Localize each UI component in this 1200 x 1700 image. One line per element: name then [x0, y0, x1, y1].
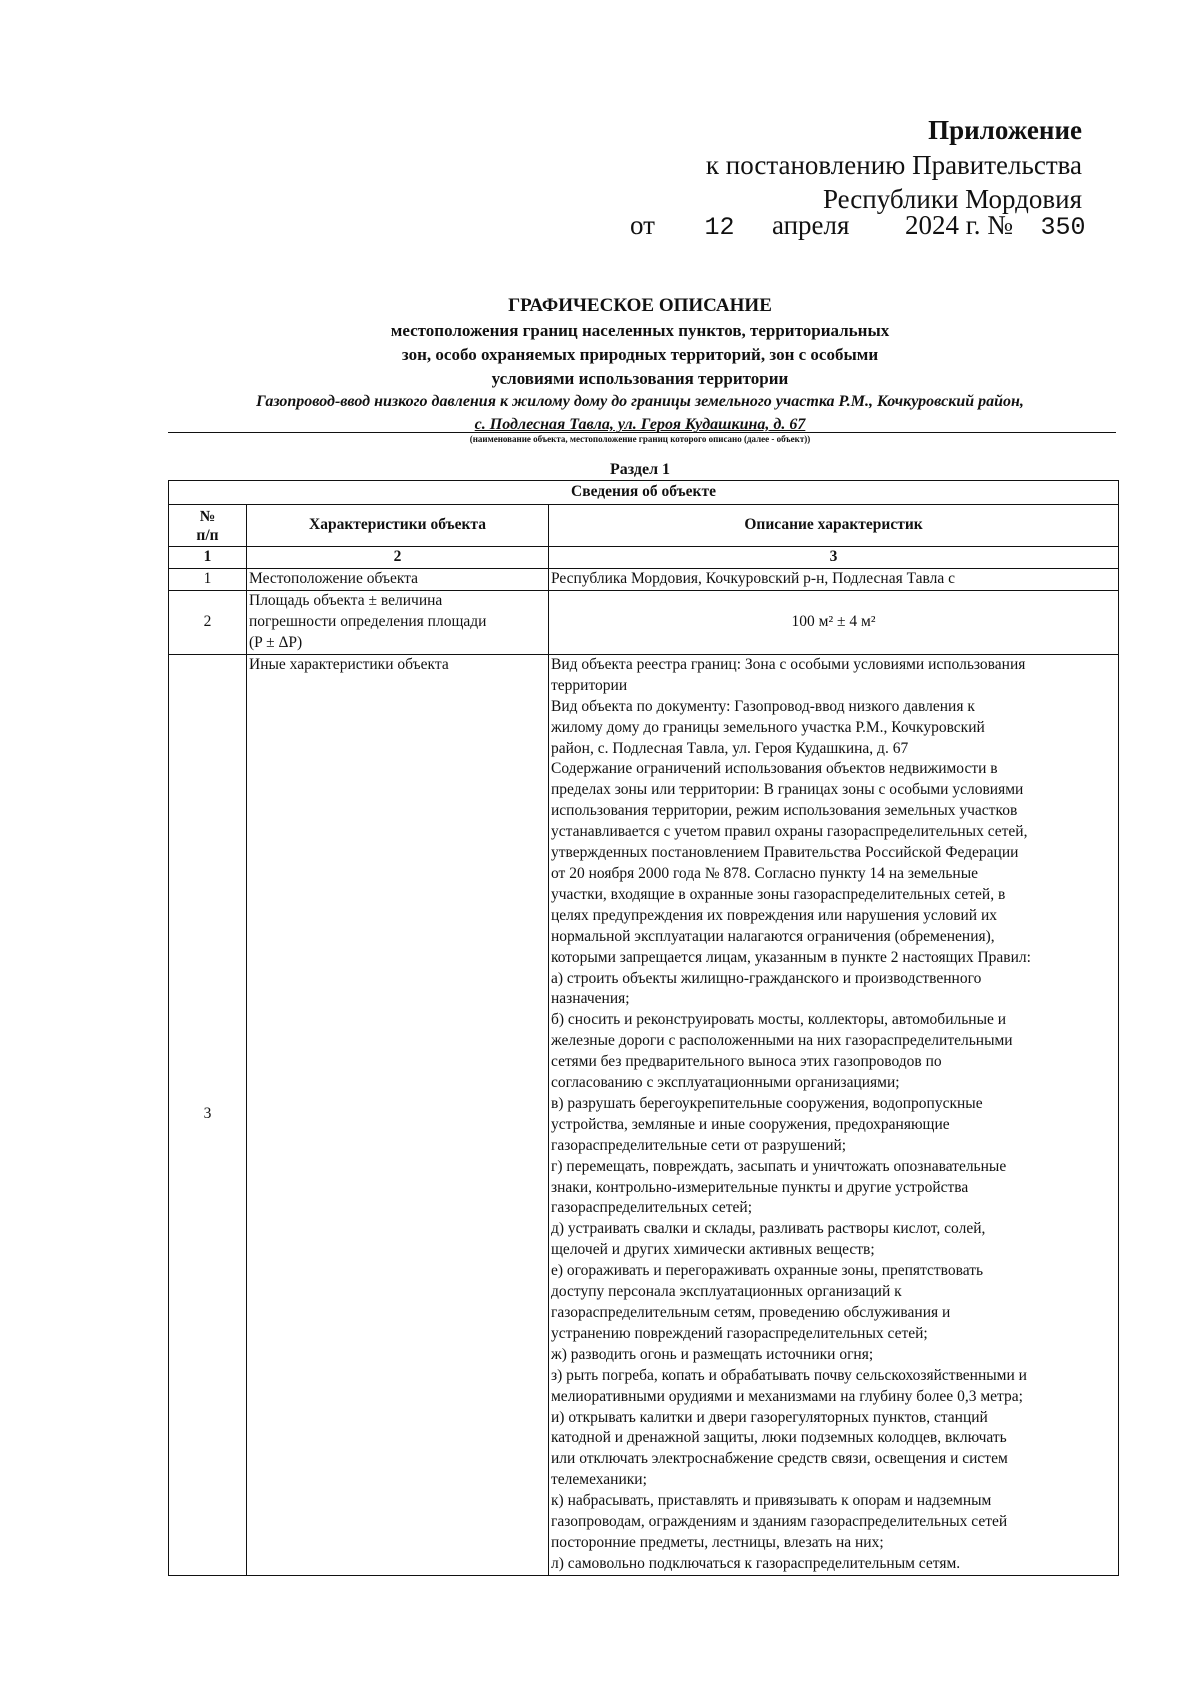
row-characteristic: Иные характеристики объекта [247, 654, 549, 1575]
object-name-line: Газопровод-ввод низкого давления к жилому дому до границы земельного участка Р.М., Кочкуровский район, [256, 393, 1024, 410]
row-description-line: сетями без предварительного выноса этих газопроводов по [551, 1053, 942, 1071]
row-description-line: д) устраивать свалки и склады, разливать растворы кислот, солей, [551, 1220, 986, 1238]
row-description-line: утвержденных постановлением Правительства Российской Федерации [551, 844, 1019, 862]
row-description-line: Вид объекта по документу: Газопровод-ввод низкого давления к [551, 697, 975, 715]
row-description-line: газораспределительные сети от разрушений; [551, 1136, 847, 1154]
row-description-line: е) огораживать и перегораживать охранные зоны, препятствовать [551, 1262, 984, 1280]
row-characteristic-line: (P ± ΔP) [249, 633, 303, 651]
row-description-line: газораспределительным сетям, проведению обслуживания и [551, 1304, 951, 1321]
row-description-line: использования территории, режим использования земельных участков [551, 802, 1018, 820]
table-header-row [169, 505, 1119, 547]
object-name [160, 390, 1120, 436]
table-row [169, 654, 1119, 1575]
col-number: 3 [549, 547, 1119, 569]
object-name-line: с. Подлесная Тавла, ул. Героя Кудашкина, д. 67 [474, 416, 806, 433]
row-description-line: телемеханики; [551, 1471, 647, 1489]
appendix-line-2: Республики Мордовия [822, 184, 1082, 214]
row-description-line: знаки, контрольно-измерительные пункты и другие устройства [551, 1178, 969, 1196]
date-day: 12 [704, 213, 735, 242]
appendix-header [706, 112, 1082, 216]
document-title: ГРАФИЧЕСКОЕ ОПИСАНИЕ [508, 295, 772, 316]
row-description-line: Вид объекта реестра границ: Зона с особыми условиями использования [551, 655, 1026, 673]
row-description-line: согласованию с эксплуатационными организациями; [551, 1074, 900, 1092]
decree-date [630, 208, 1086, 245]
decree-number: 350 [1040, 213, 1086, 242]
row-description-line: мелиоративными орудиями и механизмами на глубину более 0,3 метра; [551, 1387, 1023, 1405]
date-month: апреля [771, 210, 850, 240]
row-description-line: район, с. Подлесная Тавла, ул. Героя Кудашкина, д. 67 [551, 739, 909, 757]
row-description-line: л) самовольно подключаться к газораспределительным сетям. [551, 1554, 961, 1572]
row-characteristic: Местоположение объекта [247, 568, 549, 590]
row-description-line: в) разрушать берегоукрепительные сооружения, водопропускные [551, 1094, 983, 1112]
row-number: 2 [169, 590, 247, 654]
row-description-line: газораспределительных сетей; [551, 1199, 753, 1217]
document-subtitle-line: местоположения границ населенных пунктов, территориальных [390, 321, 890, 340]
row-description-line: а) строить объекты жилищно-гражданского и производственного [551, 969, 982, 987]
row-description-line: от 20 ноября 2000 года № 878. Согласно пункту 14 на земельные [551, 864, 978, 882]
row-description-line: территории [551, 676, 628, 694]
row-description-line: нормальной эксплуатации налагаются ограничения (обременения), [551, 927, 995, 945]
row-description-line: устанавливается с учетом правил охраны газораспределительных сетей, [551, 823, 1028, 841]
document-subtitle-line: условиями использования территории [491, 369, 789, 388]
row-characteristic [247, 590, 549, 654]
date-year: 2024 г. № [904, 210, 1013, 240]
row-description: 100 м² ± 4 м² [549, 590, 1119, 654]
row-description-line: которыми запрещается лицам, указанным в пункте 2 настоящих Правил: [551, 948, 1031, 966]
date-prefix: от [630, 210, 655, 240]
row-description-line: или отключать электроснабжение средств связи, освещения и систем [551, 1450, 1008, 1468]
col-header-characteristics: Характеристики объекта [247, 505, 549, 547]
row-description-line: участки, входящие в охранные зоны газораспределительных сетей, в [551, 885, 1006, 903]
row-description-line: г) перемещать, повреждать, засыпать и уничтожать опознавательные [551, 1157, 1007, 1175]
row-description: Республика Мордовия, Кочкуровский р-н, Подлесная Тавла с [549, 568, 1119, 590]
table-row [169, 568, 1119, 590]
row-number: 3 [169, 654, 247, 1575]
row-characteristic-line: Площадь объекта ± величина [249, 591, 443, 609]
row-number: 1 [169, 568, 247, 590]
row-description-line: пределах зоны или территории: В границах зоны с особыми условиями [551, 781, 1024, 799]
row-description-line: ж) разводить огонь и размещать источники огня; [551, 1345, 874, 1363]
row-description-line: устройства, земляные и иные сооружения, предохраняющие [551, 1115, 950, 1133]
table-title: Сведения об объекте [169, 481, 1119, 505]
row-description-line: устранению повреждений газораспределительных сетей; [551, 1324, 928, 1342]
row-description-line: газопроводам, ограждениям и зданиям газораспределительных сетей [551, 1513, 1008, 1531]
col-number: 2 [247, 547, 549, 569]
row-description-line: посторонние предметы, лестницы, влезать на них; [551, 1533, 884, 1551]
document-subtitle-line: зон, особо охраняемых природных территорий, зон с особыми [401, 345, 879, 364]
row-description-line: железные дороги с расположенными на них газораспределительными [551, 1032, 1013, 1050]
row-description-line: к) набрасывать, приставлять и привязывать к опорам и надземным [551, 1492, 992, 1510]
table-row [169, 590, 1119, 654]
col-header-number: № п/п [169, 505, 247, 547]
row-description-line: назначения; [551, 990, 630, 1008]
row-description-line: целях предупреждения их повреждения или нарушения условий их [551, 906, 998, 924]
table-title-row [169, 481, 1119, 505]
row-description-line: и) открывать калитки и двери газорегуляторных пунктов, станций [551, 1408, 988, 1426]
row-description-line: жилому дому до границы земельного участка Р.М., Кочкуровский [551, 718, 985, 736]
col-header-description: Описание характеристик [549, 505, 1119, 547]
object-info-table [168, 480, 1119, 1576]
col-number: 1 [169, 547, 247, 569]
appendix-title: Приложение [928, 115, 1082, 145]
row-description-line: б) сносить и реконструировать мосты, коллекторы, автомобильные и [551, 1011, 1007, 1029]
row-description-line: Содержание ограничений использования объектов недвижимости в [551, 760, 998, 778]
row-description-line: катодной и дренажной защиты, люки подземных колодцев, включать [551, 1429, 1007, 1447]
row-description-line: щелочей и других химически активных веществ; [551, 1241, 875, 1259]
row-description [549, 654, 1119, 1575]
row-description-line: доступу персонала эксплуатационных организаций к [551, 1283, 902, 1301]
appendix-line-1: к постановлению Правительства [705, 150, 1082, 180]
table-col-number-row [169, 547, 1119, 569]
document-title-block [160, 293, 1120, 391]
row-characteristic-line: погрешности определения площади [249, 612, 487, 630]
section-label: Раздел 1 [609, 461, 671, 478]
object-name-note: (наименование объекта, местоположение границ которого описано (далее - объект)) [469, 434, 811, 444]
row-description-line: з) рыть погреба, копать и обрабатывать почву сельскохозяйственными и [551, 1366, 1027, 1384]
